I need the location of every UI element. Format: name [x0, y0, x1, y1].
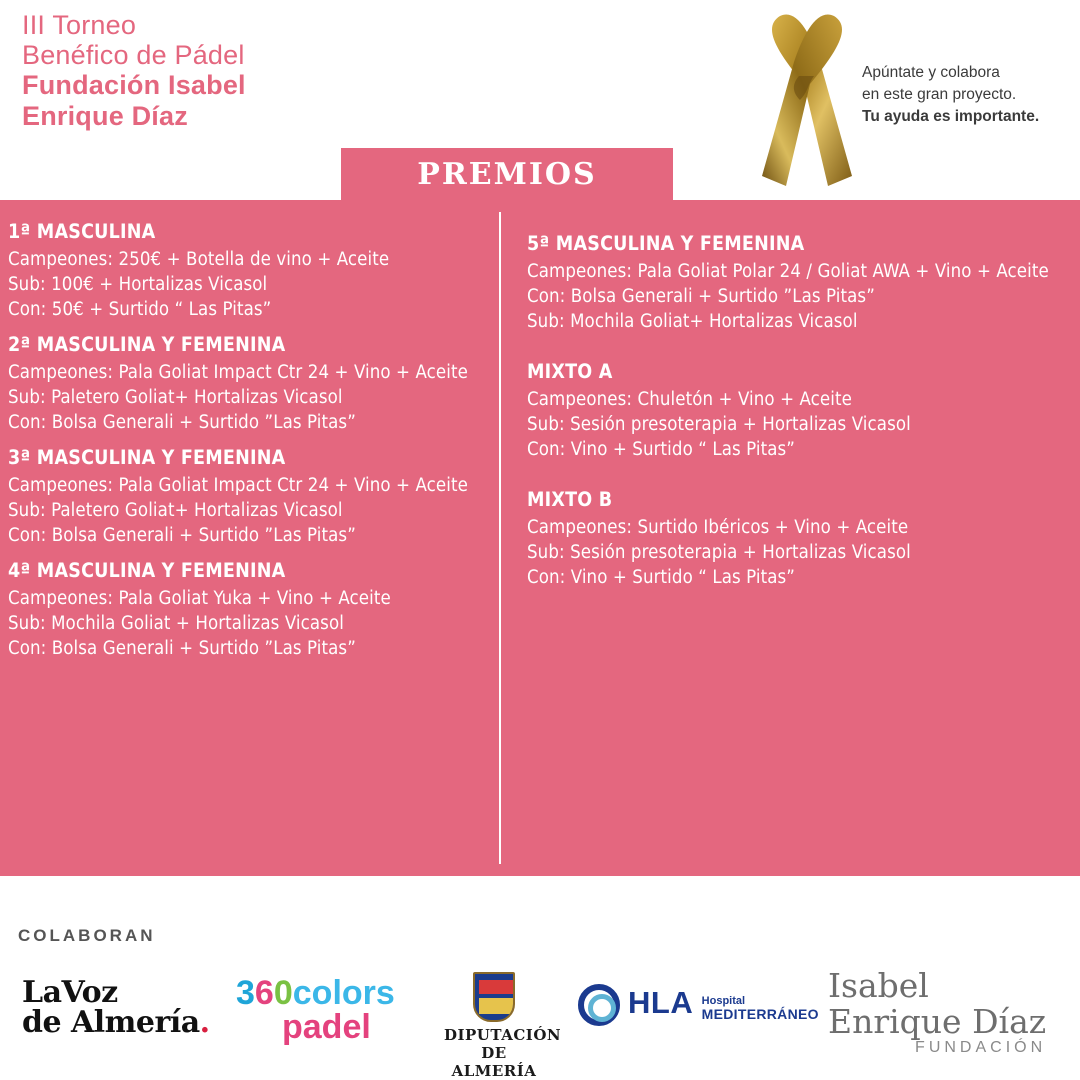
- prize-line: Sub: Sesión presoterapia + Hortalizas Vicasol: [527, 414, 911, 435]
- prizes-column-right: [501, 200, 1080, 876]
- prize-group: [8, 333, 493, 433]
- title-line-1: III Torneo: [22, 10, 137, 40]
- premios-banner: [341, 148, 673, 200]
- callout-line-1: Apúntate y colabora: [862, 64, 1000, 81]
- prize-category: 5ª MASCULINA Y FEMENINA: [527, 232, 805, 255]
- prize-category: MIXTO A: [527, 360, 613, 383]
- logo-voz-dot: .: [199, 1005, 210, 1040]
- logo-hla-small1: Hospital: [701, 995, 746, 1008]
- logo-ied-line1: Isabel: [828, 966, 929, 1005]
- prize-line: Campeones: Pala Goliat Yuka + Vino + Aceite: [8, 588, 391, 609]
- prize-line: Sub: Mochila Goliat+ Hortalizas Vicasol: [527, 311, 858, 332]
- prize-line: Campeones: 250€ + Botella de vino + Aceite: [8, 249, 390, 270]
- prize-line: Sub: Mochila Goliat + Hortalizas Vicasol: [8, 613, 344, 634]
- callout-text: [862, 62, 1039, 128]
- prizes-panel: [0, 200, 1080, 876]
- colaboran-label: COLABORAN: [18, 926, 156, 945]
- prize-line: Sub: Paletero Goliat+ Hortalizas Vicasol: [8, 387, 343, 408]
- prize-category: 1ª MASCULINA: [8, 220, 156, 243]
- poster-footer: [0, 876, 1080, 1080]
- premios-banner-label: PREMIOS: [417, 156, 597, 192]
- logo-360-padel: padel: [282, 1008, 371, 1046]
- prizes-column-left: [0, 200, 499, 876]
- title-line-3: Fundación Isabel: [22, 70, 246, 101]
- logo-voz-la: La: [22, 975, 62, 1010]
- prize-category: MIXTO B: [527, 488, 613, 511]
- logo-360-digit-0: 0: [273, 974, 293, 1012]
- prize-group: [527, 360, 1068, 460]
- prize-line: Campeones: Surtido Ibéricos + Vino + Aceite: [527, 517, 909, 538]
- prize-line: Sub: Paletero Goliat+ Hortalizas Vicasol: [8, 500, 343, 521]
- prize-group: [527, 488, 1068, 588]
- prize-line: Campeones: Pala Goliat Impact Ctr 24 + Vino + Aceite: [8, 362, 468, 383]
- prize-line: Con: 50€ + Surtido “ Las Pitas”: [8, 299, 272, 320]
- prize-group: [8, 559, 493, 659]
- logo-fundacion-isabel-enrique-diaz: [828, 968, 1046, 1057]
- prize-line: Sub: Sesión presoterapia + Hortalizas Vicasol: [527, 542, 911, 563]
- callout-line-3: Tu ayuda es importante.: [862, 108, 1040, 125]
- logo-hla-small2: MEDITERRÁNEO: [701, 1006, 819, 1023]
- hla-mark-icon: [578, 984, 620, 1026]
- logo-diputacion-line1: DIPUTACIÓN: [444, 1026, 562, 1044]
- logo-ied-line3: FUNDACIÓN: [915, 1039, 1047, 1057]
- poster-header: [0, 0, 1080, 200]
- logo-360-digit-6: 6: [254, 974, 274, 1012]
- prize-line: Con: Vino + Surtido “ Las Pitas”: [527, 567, 796, 588]
- awareness-ribbon-icon: [742, 6, 872, 191]
- hla-text: [628, 987, 819, 1023]
- prize-line: Con: Bolsa Generali + Surtido ”Las Pitas”: [527, 286, 875, 307]
- logo-360-colors-padel: [236, 976, 395, 1044]
- logo-360-digit-3: 3: [236, 974, 255, 1012]
- prize-line: Sub: 100€ + Hortalizas Vicasol: [8, 274, 268, 295]
- logo-diputacion-line2: DE ALMERÍA: [451, 1044, 537, 1080]
- prize-category: 3ª MASCULINA Y FEMENINA: [8, 446, 286, 469]
- prize-group: [527, 232, 1068, 332]
- logo-hla-hospital-mediterraneo: [578, 984, 819, 1026]
- diputacion-crest-icon: [473, 972, 515, 1022]
- logo-la-voz-de-almeria: [22, 975, 210, 1040]
- logo-diputacion-de-almeria: [444, 972, 562, 1080]
- prize-category: 4ª MASCULINA Y FEMENINA: [8, 559, 286, 582]
- logo-hla-big: HLA: [628, 985, 694, 1021]
- prize-line: Campeones: Chuletón + Vino + Aceite: [527, 389, 852, 410]
- callout-line-2: en este gran proyecto.: [862, 86, 1017, 103]
- prize-line: Con: Bolsa Generali + Surtido ”Las Pitas”: [8, 638, 356, 659]
- prize-group: [8, 220, 493, 320]
- title-line-2: Benéfico de Pádel: [22, 40, 245, 71]
- prize-line: Campeones: Pala Goliat Impact Ctr 24 + Vino + Aceite: [8, 475, 468, 496]
- sponsor-logos: [0, 966, 1080, 1080]
- prize-line: Con: Bolsa Generali + Surtido ”Las Pitas”: [8, 525, 356, 546]
- prize-group: [8, 446, 493, 546]
- event-title: [22, 10, 246, 131]
- logo-360-colors: colors: [292, 974, 395, 1012]
- prize-line: Campeones: Pala Goliat Polar 24 / Goliat AWA + Vino + Aceite: [527, 261, 1049, 282]
- prize-line: Con: Vino + Surtido “ Las Pitas”: [527, 439, 796, 460]
- logo-voz-line2: de Almería: [22, 1005, 200, 1040]
- prize-category: 2ª MASCULINA Y FEMENINA: [8, 333, 286, 356]
- title-line-4: Enrique Díaz: [22, 100, 188, 131]
- logo-ied-line2: Enrique Díaz: [828, 1001, 1047, 1041]
- prize-line: Con: Bolsa Generali + Surtido ”Las Pitas”: [8, 412, 356, 433]
- logo-voz-voz: Voz: [61, 975, 118, 1010]
